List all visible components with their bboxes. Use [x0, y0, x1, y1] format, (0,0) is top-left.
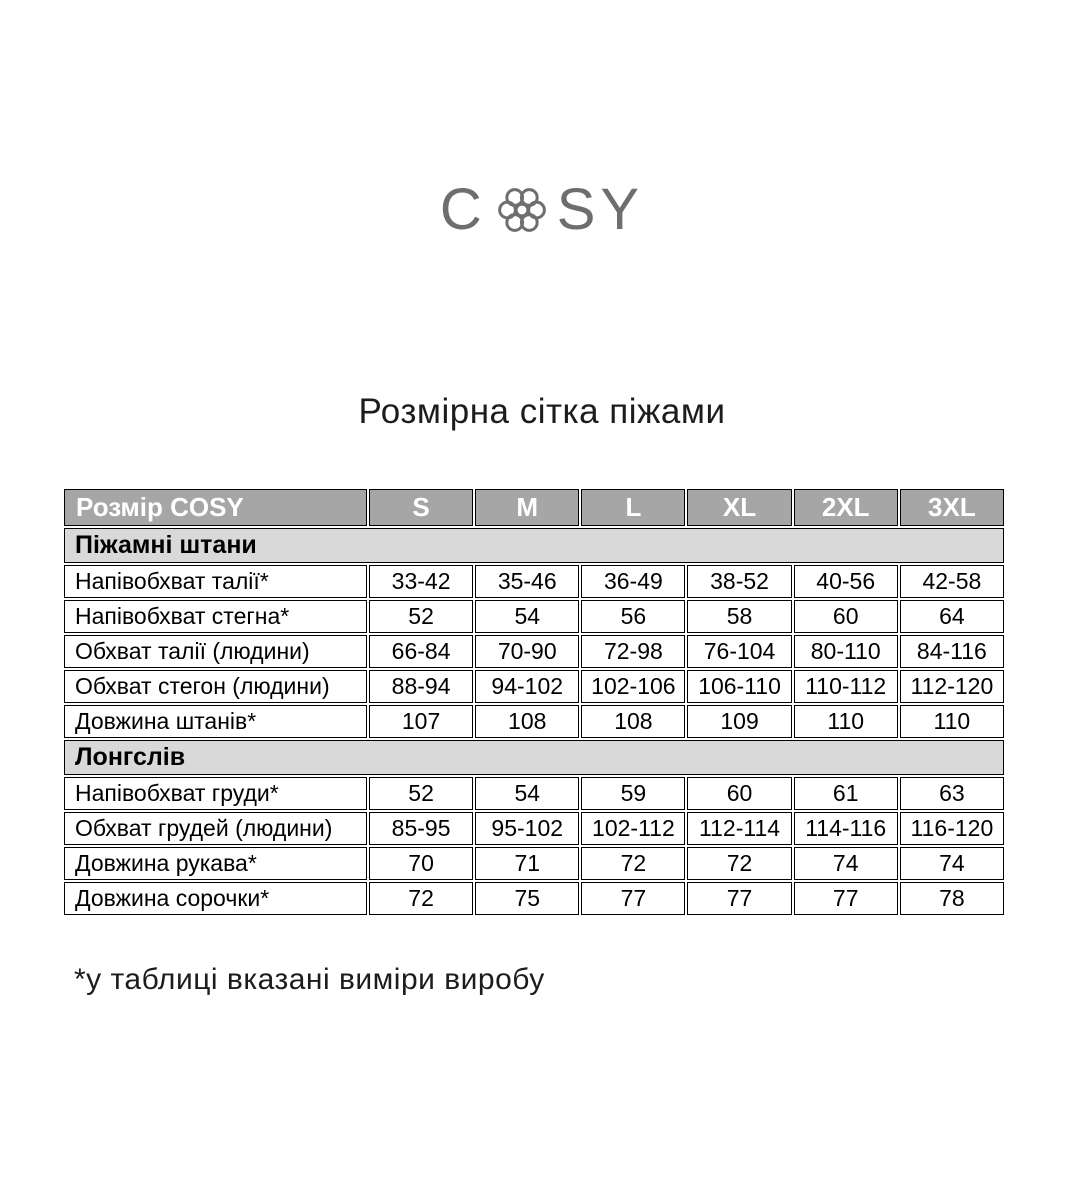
table-row	[64, 882, 1004, 915]
cell: 106-110	[687, 670, 791, 703]
cell: 109	[687, 705, 791, 738]
cell: 102-106	[581, 670, 685, 703]
cell: 72	[369, 882, 473, 915]
cell: 61	[794, 777, 898, 810]
header-size-s: S	[369, 489, 473, 526]
page-title: Розмірна сітка піжами	[358, 392, 726, 431]
cell: 80-110	[794, 635, 898, 668]
table-row	[64, 635, 1004, 668]
cell: 72	[581, 847, 685, 880]
cell: 112-120	[900, 670, 1004, 703]
cell: 42-58	[900, 565, 1004, 598]
cell: 52	[369, 600, 473, 633]
cell: 40-56	[794, 565, 898, 598]
cell: 52	[369, 777, 473, 810]
section-title: Піжамні штани	[64, 528, 1004, 563]
table-header-row	[64, 489, 1004, 526]
row-label: Напівобхват талії*	[64, 565, 367, 598]
cell: 76-104	[687, 635, 791, 668]
cell: 85-95	[369, 812, 473, 845]
section-row-longsleeve	[64, 740, 1004, 775]
cell: 38-52	[687, 565, 791, 598]
cell: 56	[581, 600, 685, 633]
table-row	[64, 777, 1004, 810]
cell: 54	[475, 777, 579, 810]
cell: 84-116	[900, 635, 1004, 668]
table-row	[64, 670, 1004, 703]
header-size-m: M	[475, 489, 579, 526]
row-label: Обхват талії (людини)	[64, 635, 367, 668]
table-row	[64, 847, 1004, 880]
brand-logo	[0, 177, 1084, 242]
header-size-l: L	[581, 489, 685, 526]
cell: 70	[369, 847, 473, 880]
cell: 74	[900, 847, 1004, 880]
header-label: Розмір COSY	[64, 489, 367, 526]
cell: 66-84	[369, 635, 473, 668]
cell: 60	[794, 600, 898, 633]
cell: 107	[369, 705, 473, 738]
section-title: Лонгслів	[64, 740, 1004, 775]
cell: 116-120	[900, 812, 1004, 845]
cell: 63	[900, 777, 1004, 810]
cell: 114-116	[794, 812, 898, 845]
section-row-pants	[64, 528, 1004, 563]
cell: 60	[687, 777, 791, 810]
table-row	[64, 565, 1004, 598]
cell: 94-102	[475, 670, 579, 703]
logo-letter-c: C	[439, 177, 487, 242]
cell: 75	[475, 882, 579, 915]
cell: 70-90	[475, 635, 579, 668]
cell: 108	[475, 705, 579, 738]
cell: 112-114	[687, 812, 791, 845]
cell: 58	[687, 600, 791, 633]
cell: 110-112	[794, 670, 898, 703]
cell: 71	[475, 847, 579, 880]
table-row	[64, 705, 1004, 738]
footnote: *у таблиці вказані виміри виробу	[74, 963, 545, 996]
cell: 74	[794, 847, 898, 880]
cell: 95-102	[475, 812, 579, 845]
row-label: Напівобхват стегна*	[64, 600, 367, 633]
cell: 102-112	[581, 812, 685, 845]
cell: 36-49	[581, 565, 685, 598]
cell: 33-42	[369, 565, 473, 598]
row-label: Обхват стегон (людини)	[64, 670, 367, 703]
cell: 77	[581, 882, 685, 915]
table-row	[64, 812, 1004, 845]
cell: 72-98	[581, 635, 685, 668]
cell: 108	[581, 705, 685, 738]
cell: 59	[581, 777, 685, 810]
cell: 77	[794, 882, 898, 915]
table-row	[64, 600, 1004, 633]
row-label: Напівобхват груди*	[64, 777, 367, 810]
cell: 54	[475, 600, 579, 633]
header-size-3xl: 3XL	[900, 489, 1004, 526]
row-label: Довжина сорочки*	[64, 882, 367, 915]
cell: 72	[687, 847, 791, 880]
cell: 110	[900, 705, 1004, 738]
cell: 77	[687, 882, 791, 915]
logo-letters-sy: SY	[556, 177, 645, 242]
cell: 64	[900, 600, 1004, 633]
header-size-xl: XL	[687, 489, 791, 526]
row-label: Довжина рукава*	[64, 847, 367, 880]
cell: 88-94	[369, 670, 473, 703]
size-table	[62, 487, 1006, 917]
cell: 110	[794, 705, 898, 738]
row-label: Обхват грудей (людини)	[64, 812, 367, 845]
cell: 35-46	[475, 565, 579, 598]
header-size-2xl: 2XL	[794, 489, 898, 526]
cell: 78	[900, 882, 1004, 915]
row-label: Довжина штанів*	[64, 705, 367, 738]
flower-knot-icon	[493, 181, 551, 239]
